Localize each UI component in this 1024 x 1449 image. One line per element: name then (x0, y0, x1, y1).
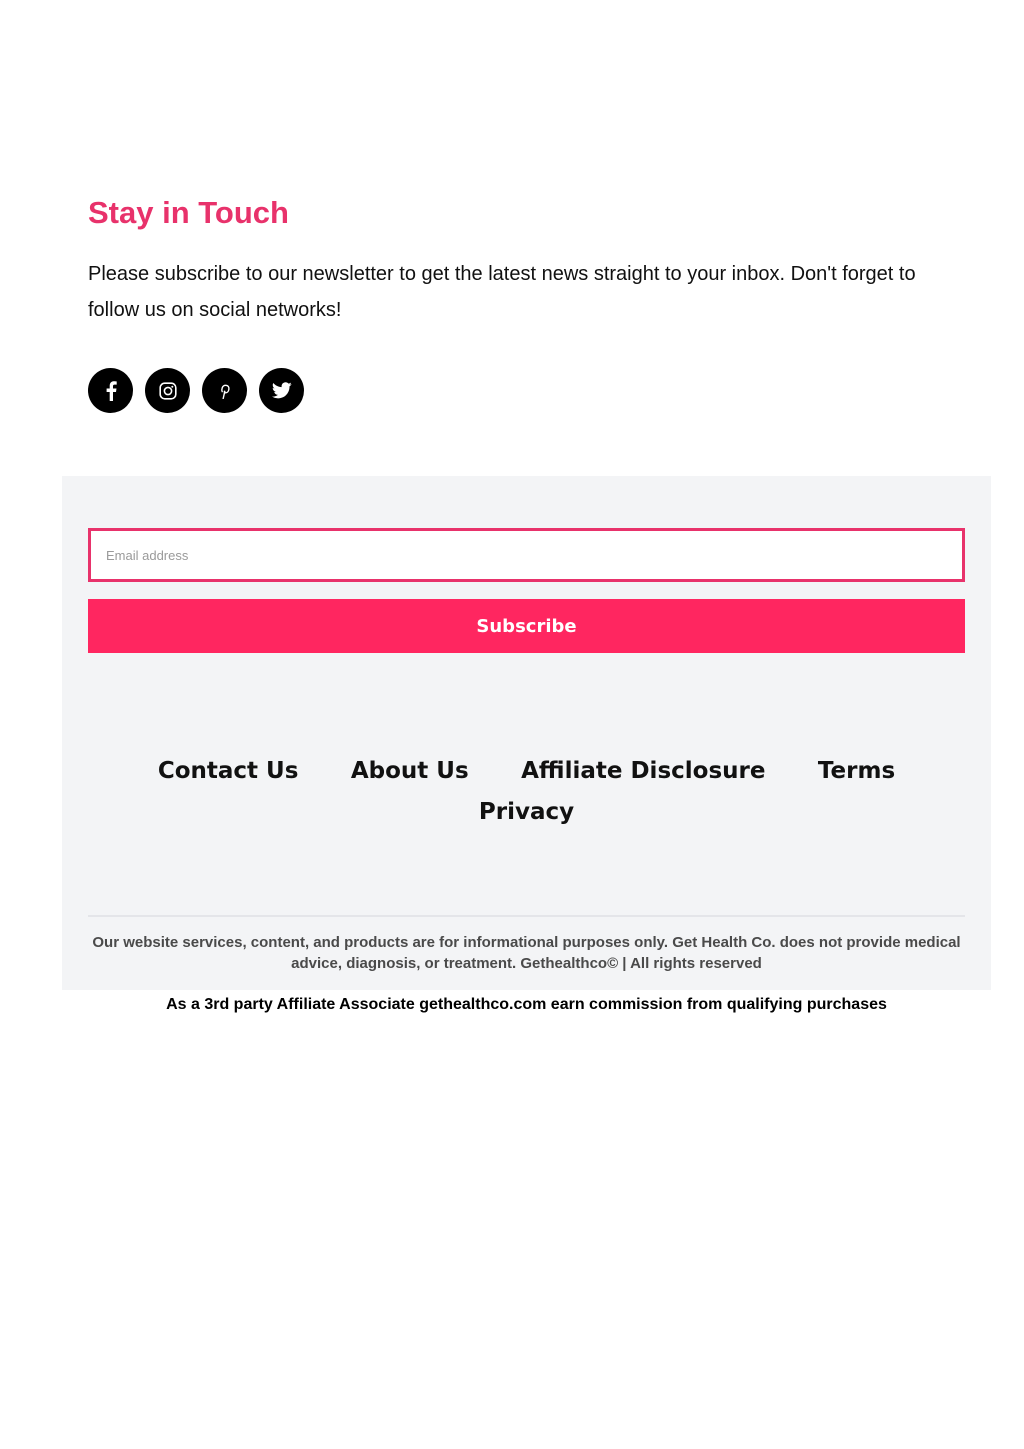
twitter-button[interactable] (259, 368, 304, 413)
instagram-button[interactable] (145, 368, 190, 413)
newsletter-description: Please subscribe to our newsletter to get the latest news straight to your inbox. Don't forget to follow us on social networks! (88, 263, 916, 321)
email-input[interactable] (88, 528, 965, 582)
pinterest-icon (219, 383, 231, 399)
affiliate-disclosure-link[interactable]: Affiliate Disclosure (521, 758, 766, 784)
about-us-link[interactable]: About Us (350, 758, 469, 784)
contact-us-link[interactable]: Contact Us (157, 758, 299, 784)
twitter-icon (272, 382, 292, 399)
footer-nav (88, 752, 965, 834)
instagram-icon (159, 382, 177, 400)
facebook-button[interactable] (88, 368, 133, 413)
facebook-icon (105, 381, 117, 401)
disclaimer-text: Our website services, content, and products are for informational purposes only. Get Health Co. does not provide medical advice, diagnosis, or treatment. Gethealthco© | All rights reserved (92, 934, 961, 972)
terms-link[interactable]: Terms (817, 758, 896, 784)
pinterest-button[interactable] (202, 368, 247, 413)
stay-in-touch-title: Stay in Touch (88, 195, 289, 230)
footer-divider (88, 915, 965, 917)
affiliate-note: As a 3rd party Affiliate Associate gethealthco.com earn commission from qualifying purchases (166, 996, 887, 1013)
privacy-link[interactable]: Privacy (478, 799, 575, 825)
social-links (88, 368, 304, 413)
subscribe-button[interactable]: Subscribe (88, 599, 965, 653)
